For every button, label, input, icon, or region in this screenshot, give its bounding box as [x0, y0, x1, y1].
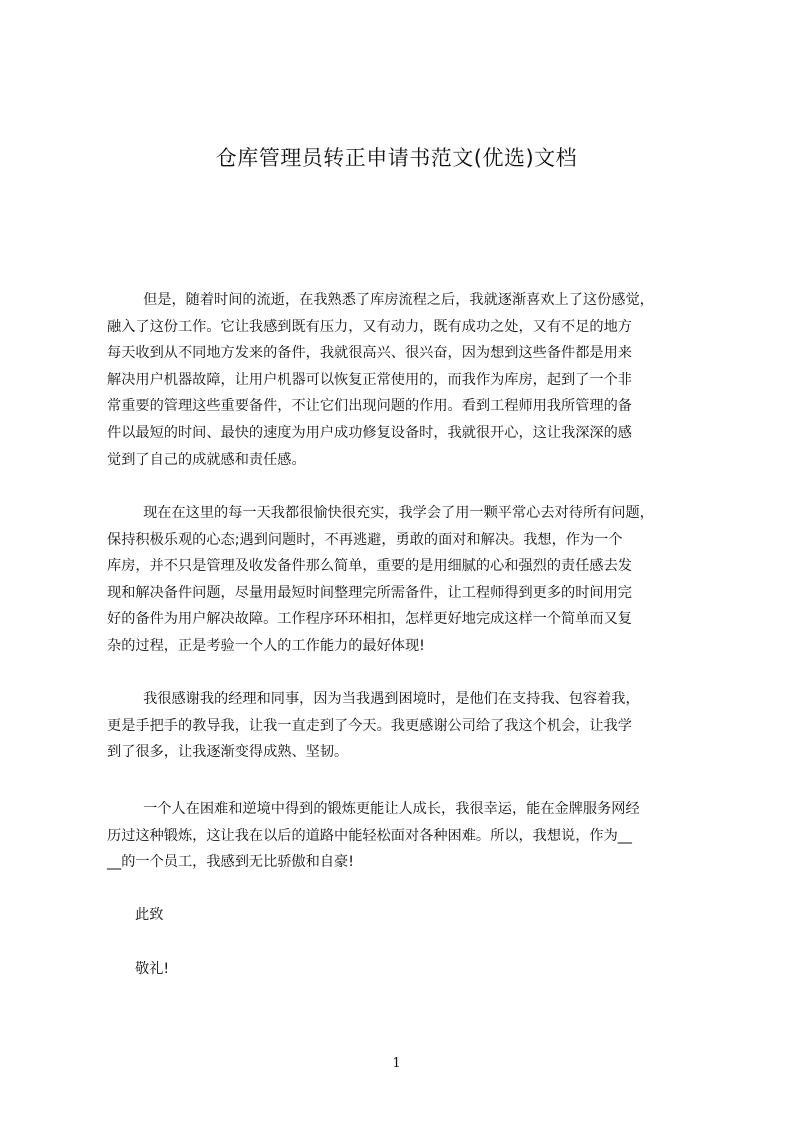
paragraph-line: 历过这种锻炼，这让我在以后的道路中能轻松面对各种困难。所以，我想说，作为__ — [107, 827, 632, 844]
paragraph-line: 我很感谢我的经理和同事，因为当我遇到困境时，是他们在支持我、包容着我， — [107, 691, 640, 707]
paragraph-line: 融入了这份工作。它让我感到既有压力，又有动力，既有成功之处，又有不足的地方 — [107, 318, 632, 335]
paragraph-line: 保持积极乐观的心态;遇到问题时，不再逃避，勇敢的面对和解决。我想，作为一个 — [107, 531, 623, 548]
paragraph-line: 到了很多，让我逐渐变得成熟、坚韧。 — [107, 744, 349, 761]
paragraph-4 — [107, 796, 640, 876]
document-title: 仓库管理员转正申请书范文(优选)文档 — [215, 146, 578, 170]
salutation: 此致 — [135, 907, 164, 923]
paragraph-line: 件以最短的时间、最快的速度为用户成功修复设备时，我就很开心，这让我深深的感 — [107, 424, 632, 441]
paragraph-line: 但是，随着时间的流逝，在我熟悉了库房流程之后，我就逐渐喜欢上了这份感觉， — [107, 292, 654, 308]
paragraph-line: 常重要的管理这些重要备件，不让它们出现问题的作用。看到工程师用我所管理的备 — [107, 398, 632, 415]
paragraph-3 — [107, 686, 640, 766]
paragraph-line: __的一个员工，我感到无比骄傲和自豪! — [107, 854, 354, 871]
paragraph-line: 杂的过程，正是考验一个人的工作能力的最好体现! — [107, 637, 425, 654]
paragraph-line: 库房，并不只是管理及收发备件那么简单，重要的是用细腻的心和强烈的责任感去发 — [107, 558, 632, 575]
paragraph-line: 一个人在困难和逆境中得到的锻炼更能让人成长，我很幸运，能在金牌服务网经 — [107, 801, 640, 817]
regards: 敬礼! — [135, 961, 170, 977]
paragraph-2 — [107, 500, 654, 660]
paragraph-line: 现在在这里的每一天我都很愉快很充实，我学会了用一颗平常心去对待所有问题， — [107, 505, 654, 521]
paragraph-line: 觉到了自己的成就感和责任感。 — [107, 451, 306, 468]
paragraph-line: 现和解决备件问题，尽量用最短时间整理完所需备件，让工程师得到更多的时间用完 — [107, 584, 632, 601]
paragraph-line: 解决用户机器故障，让用户机器可以恢复正常使用的，而我作为库房，起到了一个非 — [107, 371, 632, 388]
paragraph-line: 更是手把手的教导我，让我一直走到了今天。我更感谢公司给了我这个机会，让我学 — [107, 717, 632, 734]
paragraph-line: 好的备件为用户解决故障。工作程序环环相扣，怎样更好地完成这样一个简单而又复 — [107, 611, 632, 628]
page-number: 1 — [392, 1056, 401, 1071]
paragraph-line: 每天收到从不同地方发来的备件，我就很高兴、很兴奋，因为想到这些备件都是用来 — [107, 345, 632, 362]
paragraph-1 — [107, 287, 654, 473]
